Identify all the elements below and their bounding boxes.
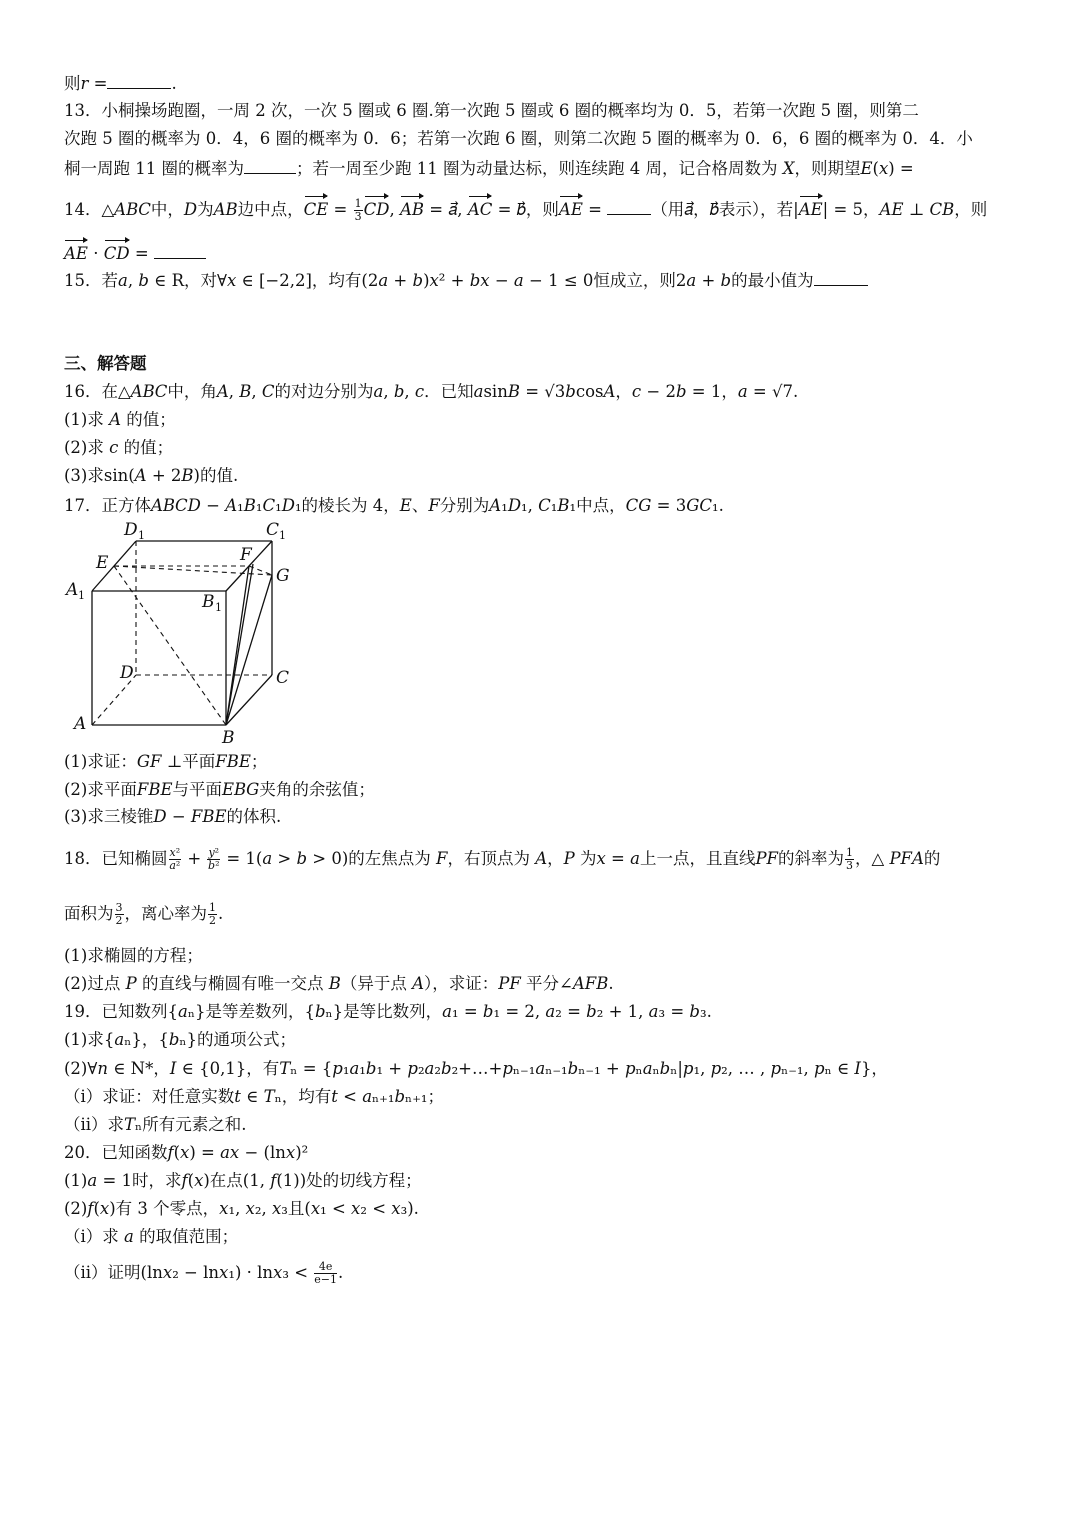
q20-part1: (1)𝑎 = 1时，求𝑓(𝑥)在点(1, 𝑓(1))处的切线方程；: [64, 1171, 422, 1190]
q16-part3: (3)求sin(𝐴 + 2𝐵)的值.: [64, 466, 239, 485]
label-d1: D: [124, 520, 138, 540]
label-a1: A: [66, 580, 79, 600]
q16-part2: (2)求 𝑐 的值；: [64, 438, 174, 457]
fraction-one-third: $\frac{1}{3}$: [354, 197, 362, 223]
fraction-y2-b2: $\frac{\text{𝑦²}}{\text{𝑏²}}$: [208, 846, 220, 872]
q19-stem: 19．已知数列{𝑎ₙ}是等差数列，{𝑏ₙ}是等比数列，𝑎₁ = 𝑏₁ = 2, 𝑎₂ = 𝑏₂ + 1, 𝑎₃ = 𝑏₃.: [64, 1002, 712, 1021]
q19-part2: (2)∀𝑛 ∈ N*，𝐼 ∈ {0,1}，有𝑇ₙ = {𝑝₁𝑎₁𝑏₁ + 𝑝₂𝑎₂𝑏₂+…+𝑝ₙ₋₁𝑎ₙ₋₁𝑏ₙ₋₁ + 𝑝ₙ𝑎ₙ𝑏ₙ|𝑝₁, 𝑝₂, … , 𝑝ₙ₋₁, 𝑝ₙ ∈ 𝐼}，: [64, 1059, 888, 1078]
q17-part2: (2)求平面𝐹𝐵𝐸与平面𝐸𝐵𝐺夹角的余弦值；: [64, 780, 375, 799]
label-e: E: [96, 553, 109, 573]
vector-ce: CE: [304, 198, 329, 222]
q13-line2: 次跑 5 圈的概率为 0．4，6 圈的概率为 0．6；若第一次跑 6 圈，则第二次跑 5 圈的概率为 0．6，6 圈的概率为 0．4．小: [64, 129, 973, 148]
q20-stem: 20．已知函数𝑓(𝑥) = 𝑎𝑥 − (ln𝑥)²: [64, 1143, 309, 1162]
q13-line1: 13．小桐操场跑圈，一周 2 次，一次 5 圈或 6 圈.第一次跑 5 圈或 6 圈的概率均为 0．5，若第一次跑 5 圈，则第二: [64, 101, 919, 120]
label-g: G: [276, 566, 290, 586]
q18-part1: (1)求椭圆的方程；: [64, 946, 203, 965]
vector-ae-abs: AE: [799, 198, 823, 222]
q19-part2-i: （i）求证：对任意实数𝑡 ∈ 𝑇ₙ，均有𝑡 < 𝑎ₙ₊₁𝑏ₙ₊₁；: [64, 1087, 445, 1106]
q16-stem: 16．在△𝐴𝐵𝐶中，角𝐴, 𝐵, 𝐶的对边分别为𝑎, 𝑏, 𝑐．已知𝑎sin𝐵 = √3𝑏cos𝐴，𝑐 − 2𝑏 = 1，𝑎 = √7.: [64, 382, 799, 401]
q19-part2-ii: （ii）求𝑇ₙ所有元素之和.: [64, 1115, 247, 1134]
q20-part2-i: （i）求 𝑎 的取值范围；: [64, 1227, 239, 1246]
vector-ae: AE: [559, 198, 583, 222]
fraction-x2-a2: $\frac{\text{𝑥²}}{\text{𝑎²}}$: [169, 846, 181, 872]
cube-diagram: [58, 515, 308, 745]
q14-line1: 14．△𝐴𝐵𝐶中，𝐷为𝐴𝐵边中点，CE = $\frac{1}{3}$ CD, AB = 𝑎⃗, AC = 𝑏⃗，则AE = （用𝑎⃗，𝑏⃗表示），若|AE| = 5，𝐴𝐸 ⊥ 𝐶𝐵，则: [64, 197, 988, 223]
q17-part3: (3)求三棱锥𝐷 − 𝐹𝐵𝐸的体积.: [64, 807, 282, 826]
hidden-line-eb: [114, 566, 226, 725]
label-d: D: [120, 663, 134, 683]
label-a1-sub: 1: [78, 589, 85, 602]
q20-part2-ii: （ii）证明(ln𝑥₂ − ln𝑥₁) · ln𝑥₃ < $\frac{4e}{e-1}$ .: [64, 1260, 344, 1286]
answer-blank: [244, 155, 296, 174]
label-b1-sub: 1: [215, 601, 222, 614]
q15: 15．若𝑎, 𝑏 ∈ R，对∀𝑥 ∈ [−2,2]，均有(2𝑎 + 𝑏)𝑥² + 𝑏𝑥 − 𝑎 − 1 ≤ 0恒成立，则2𝑎 + 𝑏的最小值为: [64, 267, 868, 293]
q16-part1: (1)求 𝐴 的值；: [64, 410, 176, 429]
answer-blank: [154, 240, 206, 259]
answer-blank: [607, 196, 651, 215]
q18-line2: 面积为 $\frac{3}{2}$ ，离心率为 $\frac{1}{2}$ .: [64, 901, 224, 927]
label-c: C: [276, 668, 290, 688]
cube-figure: [58, 515, 308, 749]
q17-stem: 17．正方体𝐴𝐵𝐶𝐷 − 𝐴₁𝐵₁𝐶₁𝐷₁的棱长为 4，𝐸、𝐹分别为𝐴₁𝐷₁, 𝐶₁𝐵₁中点，𝐶𝐺 = 3𝐺𝐶₁.: [64, 496, 724, 515]
section-heading: 三、解答题: [64, 354, 147, 373]
q18-part2: (2)过点 𝑃 的直线与椭圆有唯一交点 𝐵（异于点 𝐴），求证：𝑃𝐹 平分∠𝐴𝐹𝐵.: [64, 974, 614, 993]
fraction-eccentricity: $\frac{1}{2}$: [209, 901, 216, 927]
vector-cd-dot: CD: [104, 242, 130, 266]
fraction-area: $\frac{3}{2}$: [115, 901, 123, 927]
label-a: A: [74, 714, 87, 734]
label-d1-sub: 1: [138, 529, 145, 542]
vector-ae-dot: AE: [64, 242, 88, 266]
q19-part1: (1)求{𝑎ₙ}，{𝑏ₙ}的通项公式；: [64, 1030, 297, 1049]
q12-tail: 则𝑟 = .: [64, 70, 177, 96]
label-f: F: [240, 545, 252, 565]
line-bg: [226, 575, 272, 725]
vector-ab: AB: [400, 198, 424, 222]
label-b: B: [222, 728, 235, 745]
fraction-slope: $\frac{1}{3}$: [846, 846, 854, 872]
fraction-4e: $\frac{4e}{e-1}$: [314, 1260, 338, 1286]
vector-ac: AC: [468, 198, 493, 222]
label-c1: C: [266, 520, 280, 540]
answer-blank: [814, 267, 868, 286]
q18-stem: 18．已知椭圆 $\frac{\text{𝑥²}}{\text{𝑎²}}$ + $\frac{\text{𝑦²}}{\text{𝑏²}}$ = 1(𝑎 > 𝑏 > 0)的左焦点为 𝐹，右顶点为 𝐴，𝑃 为𝑥 = 𝑎上一点，且直线𝑃𝐹的斜率为 $\frac{1}{3}$ ，△ 𝑃𝐹𝐴的: [64, 846, 941, 872]
q17-part1: (1)求证：𝐺𝐹 ⊥平面𝐹𝐵𝐸；: [64, 752, 268, 771]
label-c1-sub: 1: [279, 529, 286, 542]
q14-line2: AE · CD =: [64, 240, 206, 266]
q20-part2: (2)𝑓(𝑥)有 3 个零点，𝑥₁, 𝑥₂, 𝑥₃且(𝑥₁ < 𝑥₂ < 𝑥₃).: [64, 1199, 419, 1218]
q13-line3: 桐一周跑 11 圈的概率为 ；若一周至少跑 11 圈为动量达标，则连续跑 4 周，记合格周数为 𝑋，则期望𝐸(𝑥) =: [64, 155, 914, 181]
label-b1: B: [202, 592, 215, 612]
answer-blank: [107, 70, 171, 89]
vector-cd: CD: [364, 198, 390, 222]
